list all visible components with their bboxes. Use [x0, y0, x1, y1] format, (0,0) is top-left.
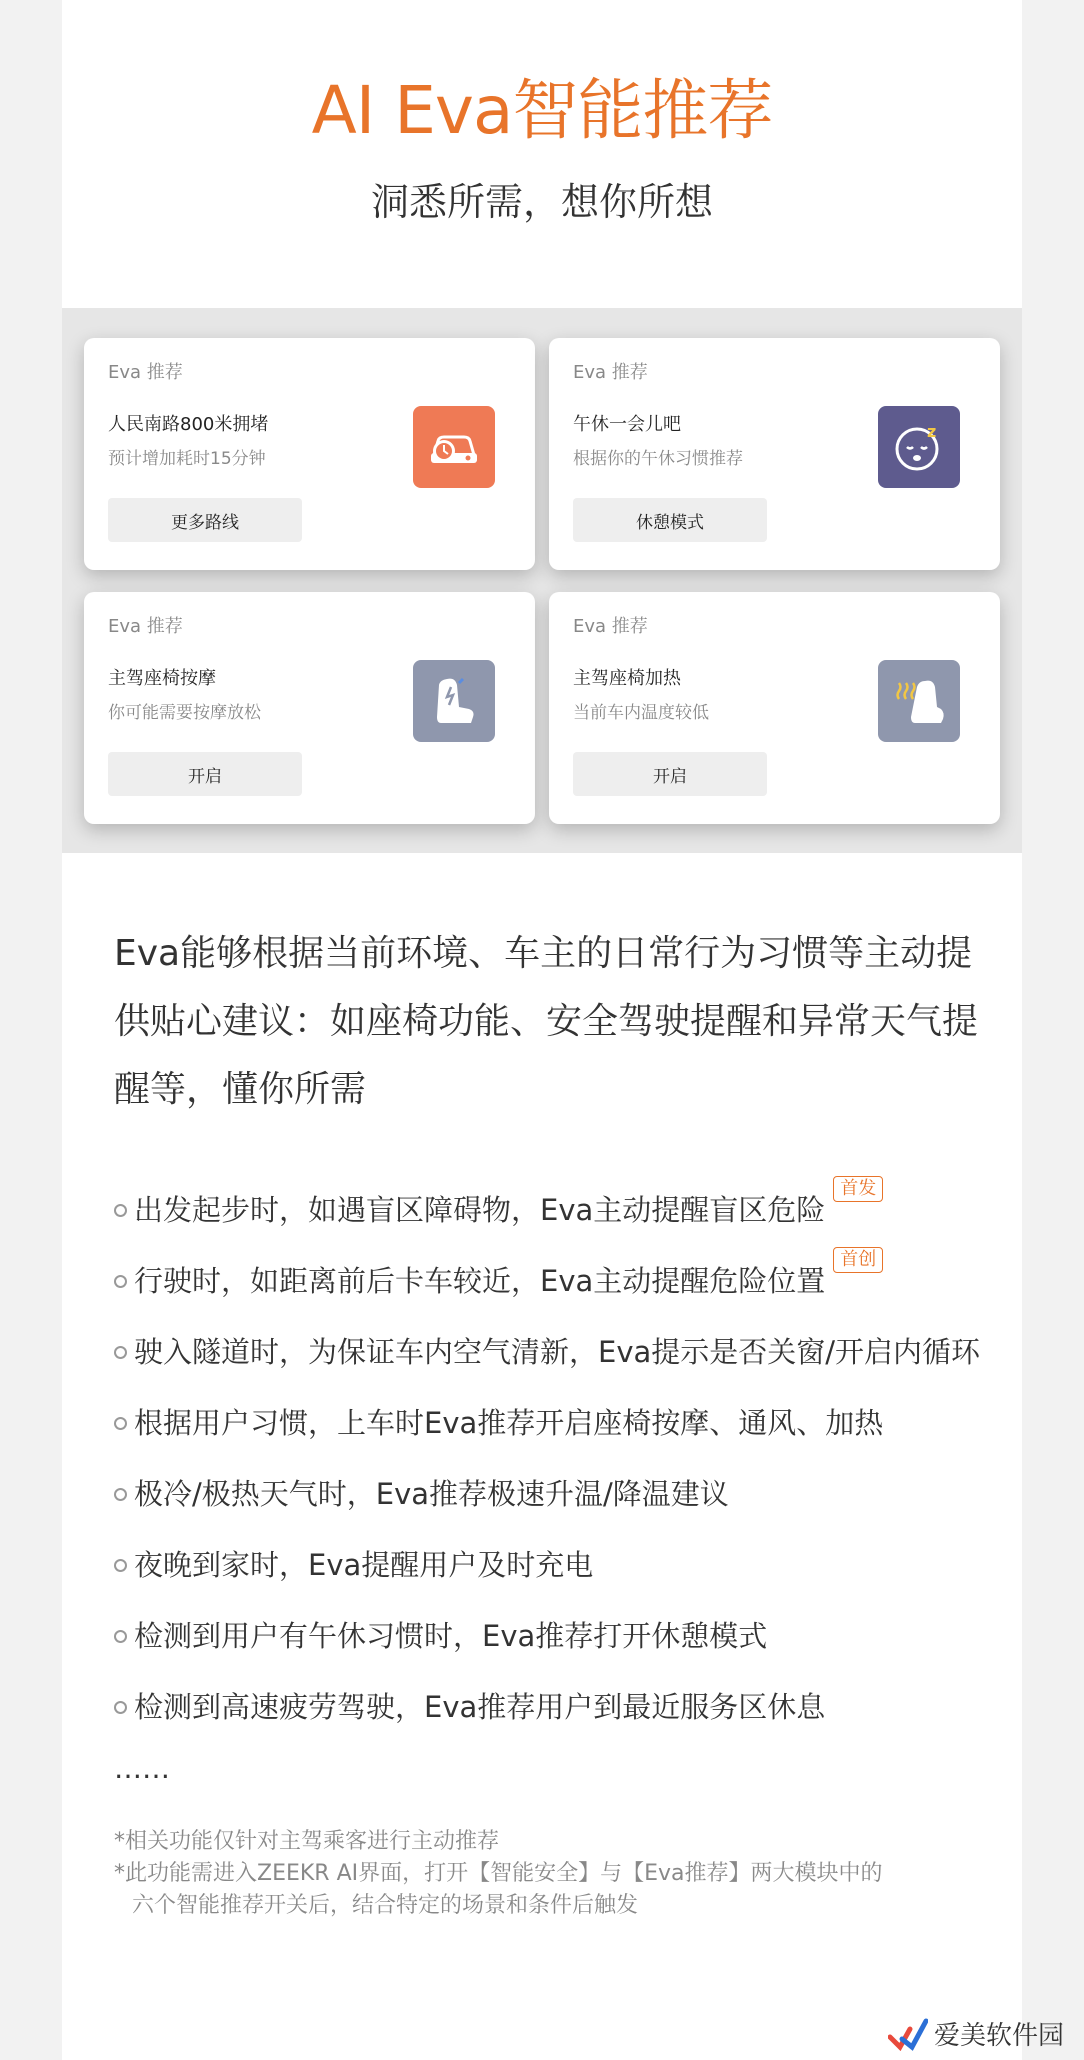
card-desc: 你可能需要按摩放松	[108, 703, 261, 723]
list-item: 检测到用户有午休习惯时，Eva推荐打开休憩模式	[114, 1616, 994, 1687]
massage-on-button[interactable]: 开启	[108, 752, 302, 796]
card-title: 人民南路800米拥堵	[108, 414, 269, 435]
car-clock-icon	[413, 406, 495, 488]
bullet-dot-icon	[114, 1204, 127, 1217]
list-ellipsis: ……	[114, 1752, 170, 1785]
list-item: 检测到高速疲劳驾驶，Eva推荐用户到最近服务区休息	[114, 1687, 994, 1758]
card-traffic	[84, 338, 535, 570]
list-item: 根据用户习惯，上车时Eva推荐开启座椅按摩、通风、加热	[114, 1403, 994, 1474]
list-item: 极冷/极热天气时，Eva推荐极速升温/降温建议	[114, 1474, 994, 1545]
list-item: 行驶时，如距离前后卡车较近，Eva主动提醒危险位置首创	[114, 1261, 994, 1332]
card-tag: Eva 推荐	[573, 362, 648, 383]
more-routes-button[interactable]: 更多路线	[108, 498, 302, 542]
first-release-badge: 首发	[833, 1176, 883, 1202]
bullet-dot-icon	[114, 1417, 127, 1430]
bullet-dot-icon	[114, 1346, 127, 1359]
list-item: 夜晚到家时，Eva提醒用户及时充电	[114, 1545, 994, 1616]
card-title: 主驾座椅加热	[573, 668, 681, 689]
svg-text:z: z	[927, 422, 937, 441]
card-title: 主驾座椅按摩	[108, 668, 216, 689]
bullet-dot-icon	[114, 1488, 127, 1501]
footnote-2: *此功能需进入ZEEKR AI界面，打开【智能安全】与【Eva推荐】两大模块中的	[114, 1861, 883, 1886]
card-tag: Eva 推荐	[108, 362, 183, 383]
feature-list	[114, 1178, 994, 1758]
card-title: 午休一会儿吧	[573, 414, 681, 435]
page	[62, 0, 1022, 2060]
footnotes	[114, 1826, 994, 1922]
recommendation-cards	[62, 308, 1022, 853]
card-desc: 根据你的午休习惯推荐	[573, 449, 743, 469]
rest-mode-button[interactable]: 休憩模式	[573, 498, 767, 542]
footnote-1: *相关功能仅针对主驾乘客进行主动推荐	[114, 1829, 500, 1854]
page-title: AI Eva智能推荐	[311, 72, 773, 149]
card-seat-heat	[549, 592, 1000, 824]
watermark	[888, 2015, 1064, 2052]
feature-description: Eva能够根据当前环境、车主的日常行为习惯等主动提供贴心建议：如座椅功能、安全驾驶提醒和异常天气提醒等，懂你所需	[114, 933, 979, 1110]
heat-on-button[interactable]: 开启	[573, 752, 767, 796]
seat-heat-icon	[878, 660, 960, 742]
card-tag: Eva 推荐	[573, 616, 648, 637]
card-tag: Eva 推荐	[108, 616, 183, 637]
bullet-dot-icon	[114, 1559, 127, 1572]
bullet-dot-icon	[114, 1275, 127, 1288]
list-item: 出发起步时，如遇盲区障碍物，Eva主动提醒盲区危险首发	[114, 1190, 994, 1261]
card-desc: 预计增加耗时15分钟	[108, 449, 266, 469]
watermark-text: 爱美软件园	[933, 2021, 1064, 2051]
bullet-dot-icon	[114, 1630, 127, 1643]
first-created-badge: 首创	[833, 1247, 883, 1273]
page-subtitle: 洞悉所需，想你所想	[370, 180, 713, 224]
seat-massage-icon	[413, 660, 495, 742]
footnote-2-continued: 六个智能推荐开关后，结合特定的场景和条件后触发	[132, 1893, 639, 1918]
card-seat-massage	[84, 592, 535, 824]
list-item: 驶入隧道时，为保证车内空气清新，Eva提示是否关窗/开启内循环	[114, 1332, 994, 1403]
bullet-dot-icon	[114, 1701, 127, 1714]
card-desc: 当前车内温度较低	[573, 703, 709, 723]
sleep-face-icon	[878, 406, 960, 488]
watermark-logo-icon	[888, 2017, 928, 2051]
card-nap	[549, 338, 1000, 570]
